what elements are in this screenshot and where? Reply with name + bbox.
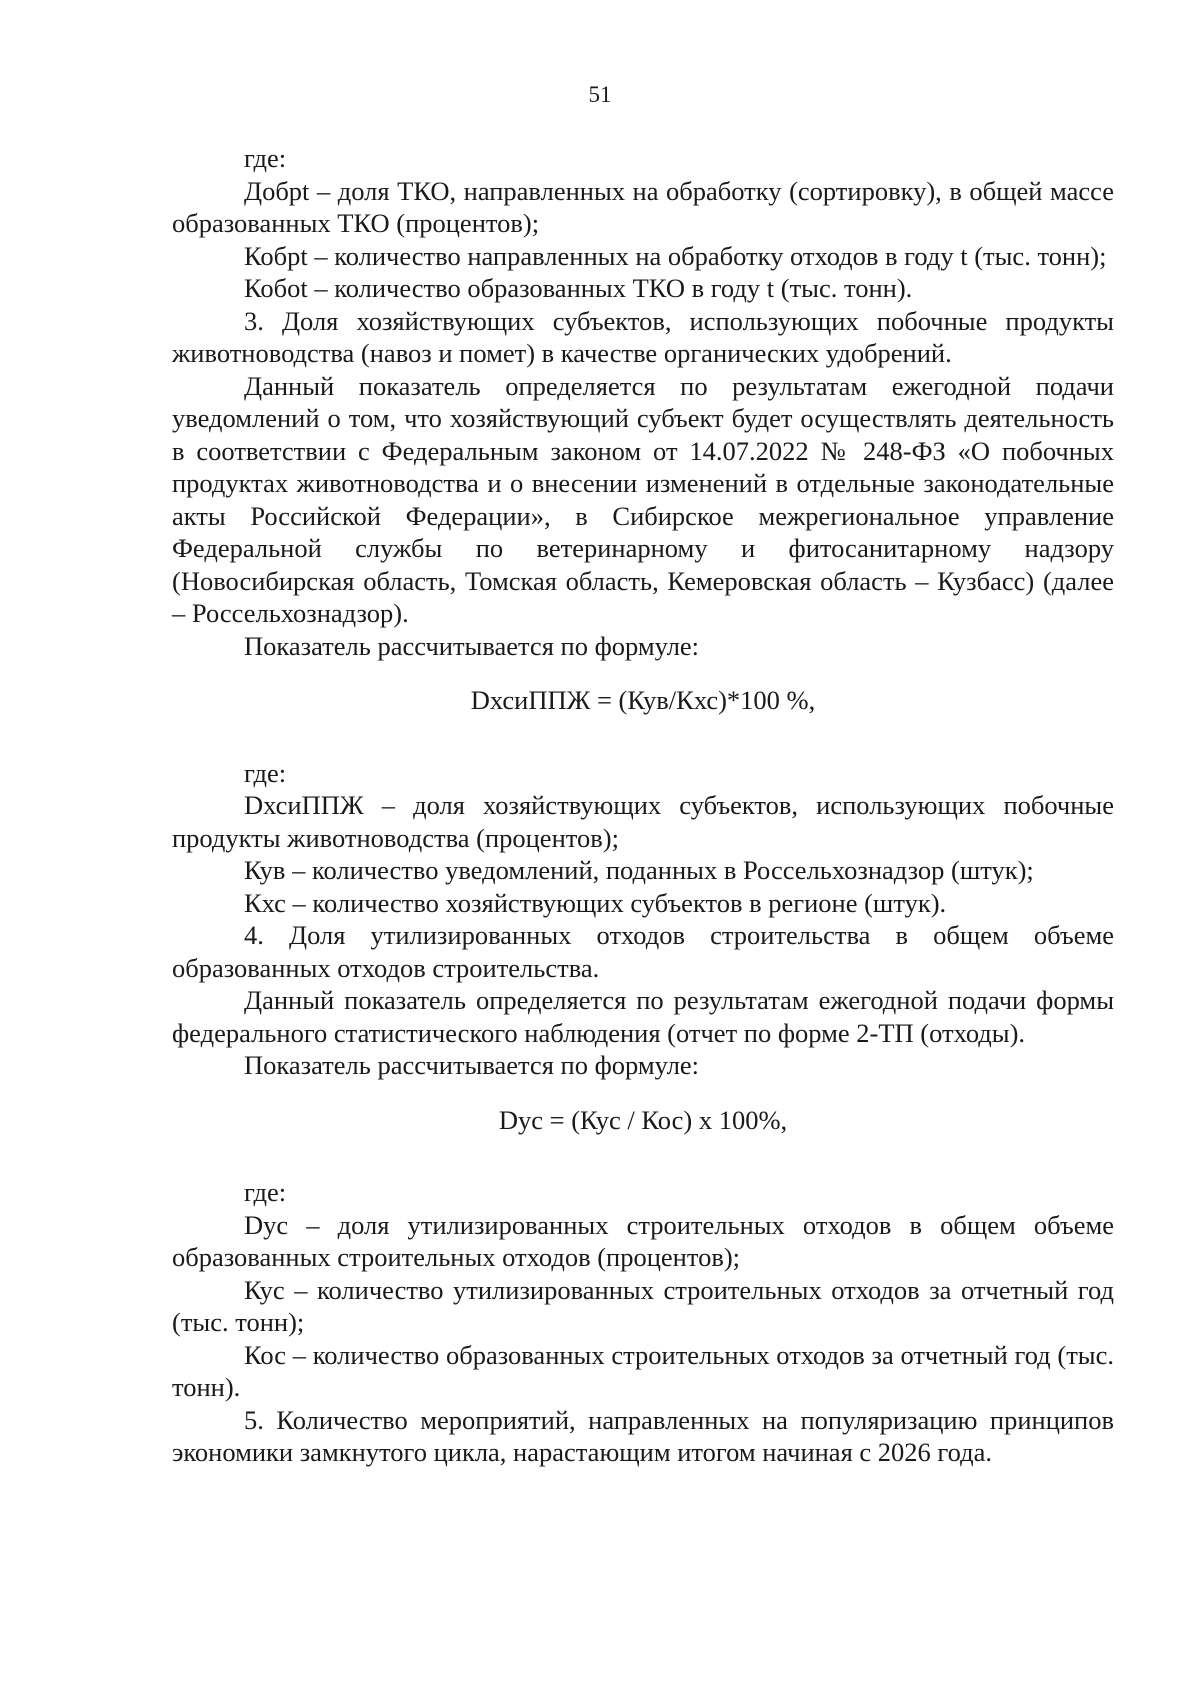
formula-dhsippzh: DхсиППЖ = (Кув/Кхс)*100 %, [470,685,816,715]
indicator-3-description: Данный показатель определяется по результатам ежегодной подачи уведомлений о том, что хозяйствующий субъект будет осуществлять деятельность в соответствии с Федеральным законом от 14.07.2022 № 248-ФЗ «О побочных продуктах животноводства и о внесении изменений в отдельные законодательные акты Российской Федерации», в Сибирское межрегиональное управление Федеральной службы по ветеринарному и фитосанитарному надзору (Новосибирская область, Томская область, Кемеровская область – Кузбасс) (далее – Россельхознадзор). [172,370,1114,628]
where-label: где: [244,143,287,173]
definition-kobot: Кобot – количество образованных ТКО в году t (тыс. тонн). [244,273,913,303]
where-label: где: [244,1177,287,1207]
formula-dus: Dус = (Кус / Кос) х 100%, [498,1104,788,1135]
formula-intro: Показатель рассчитывается по формуле: [244,630,700,661]
indicator-4-heading: 4. Доля утилизированных отходов строительства в общем объеме образованных отходов строительства. [172,920,1114,983]
where-label: где: [244,757,287,788]
definition-dobr: Добрt – доля ТКО, направленных на обработку (сортировку), в общей массе образованных ТКО (процентов); [172,175,1114,238]
definition-dus: Dус – доля утилизированных строительных отходов в общем объеме образованных строительных отходов (процентов); [172,1209,1114,1272]
indicator-5-heading: 5. Количество мероприятий, направленных на популяризацию принципов экономики замкнутого цикла, нарастающим итогом начиная с 2026 года. [172,1404,1114,1467]
definition-kus: Кус – количество утилизированных строительных отходов за отчетный год (тыс. тонн); [172,1274,1114,1337]
definition-kuv: Кув – количество уведомлений, поданных в Россельхознадзор (штук); [244,855,1034,885]
definition-kos: Кос – количество образованных строительных отходов за отчетный год (тыс. тонн). [172,1339,1114,1402]
indicator-3-heading: 3. Доля хозяйствующих субъектов, использующих побочные продукты животноводства (навоз и помет) в качестве органических удобрений. [172,305,1114,368]
definition-khs: Кхс – количество хозяйствующих субъектов в регионе (штук). [244,887,947,918]
indicator-4-description: Данный показатель определяется по результатам ежегодной подачи формы федерального статистического наблюдения (отчет по форме 2-ТП (отходы). [172,985,1114,1048]
document-body [172,142,1114,1469]
page-number: 51 [588,82,612,107]
definition-kobr: Кобрt – количество направленных на обработку отходов в году t (тыс. тонн); [244,240,1107,271]
formula-intro: Показатель рассчитывается по формуле: [244,1050,700,1080]
definition-dhsippzh: DхсиППЖ – доля хозяйствующих субъектов, использующих побочные продукты животноводства (процентов); [172,790,1114,853]
